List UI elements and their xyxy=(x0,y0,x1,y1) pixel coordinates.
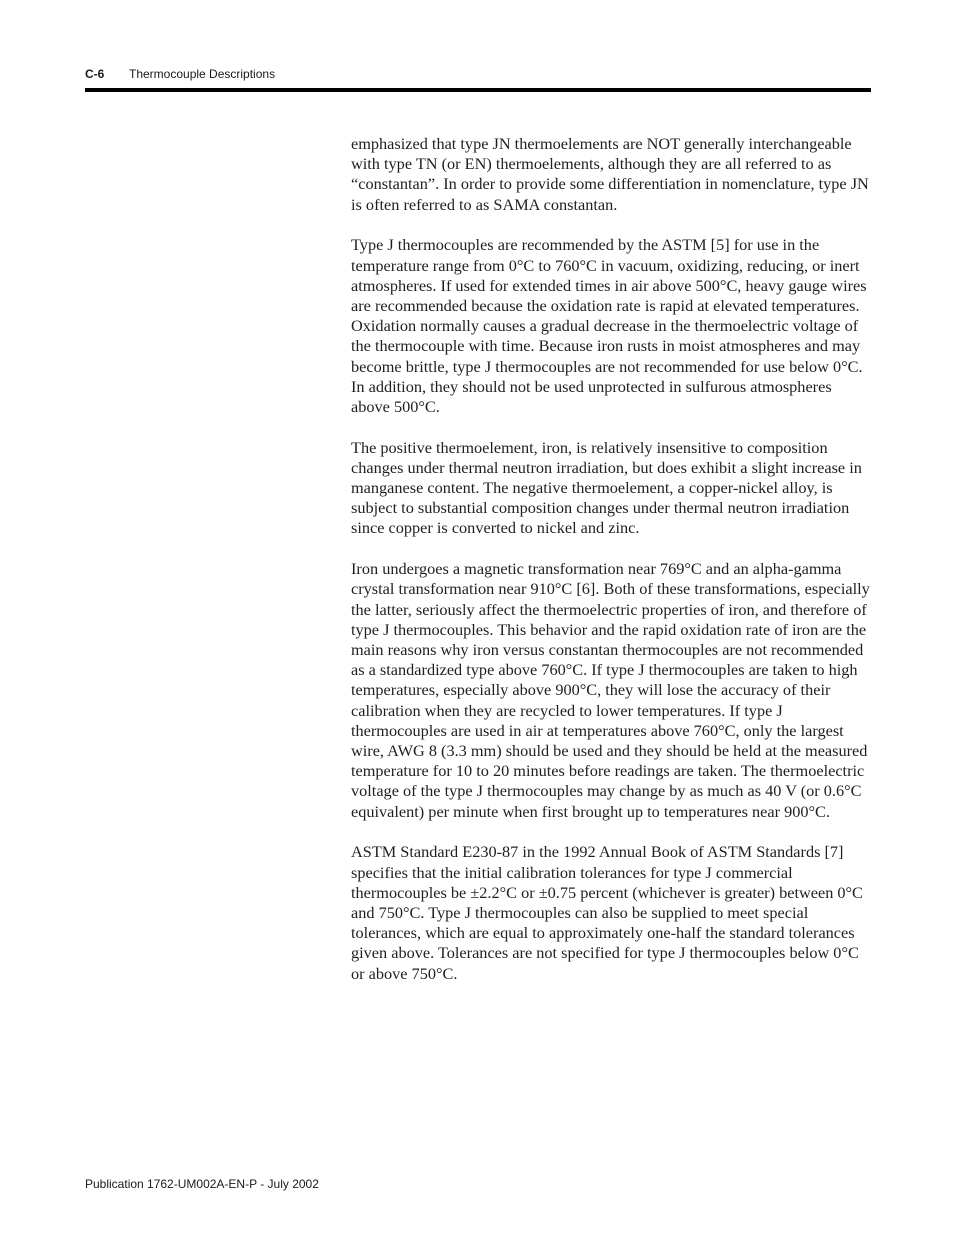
paragraph-astm-recommendation: Type J thermocouples are recommended by the ASTM [5] for use in the temperature range from 0°C to 760°C in vacuum, oxidizing, reducing, or inert atmospheres. If used for extended times in air above 500°C, heavy gauge wires are recommended because the oxidation rate is rapid at elevated temperatures. Oxidation normally causes a gradual decrease in the thermoelectric voltage of the thermocouple with time. Because iron rusts in moist atmospheres and may become brittle, type J thermocouples are not recommended for use below 0°C. In addition, they should not be used unprotected in sulfurous atmospheres above 500°C. xyxy=(351,235,867,416)
header-rule xyxy=(85,88,871,92)
page-footer: Publication 1762-UM002A-EN-P - July 2002 xyxy=(85,1177,319,1191)
paragraph-neutron-irradiation: The positive thermoelement, iron, is relatively insensitive to composition changes under thermal neutron irradiation, but does exhibit a slight increase in manganese content. The negative thermoelement, a copper-nickel alloy, is subject to substantial composition changes under thermal neutron irradiation since copper is converted to nickel and zinc. xyxy=(351,437,862,538)
paragraph-iron-transformation: Iron undergoes a magnetic transformation near 769°C and an alpha-gamma crystal transformation near 910°C [6]. Both of these transformations, especially the latter, seriously affect the thermoelectric properties of iron, and therefore of type J thermocouples. This behavior and the rapid oxidation rate of iron are the main reasons why iron versus constantan thermocouples are not recommended as a standardized type above 760°C. If type J thermocouples are taken to high temperatures, especially above 900°C, they will lose the accuracy of their calibration when they are recycled to lower temperatures. If type J thermocouples are used in air at temperatures above 760°C, only the largest wire, AWG 8 (3.3 mm) should be used and they should be held at the measured temperature for 10 to 20 minutes before readings are taken. The thermoelectric voltage of the type J thermocouples may change by as much as 40 V (or 0.6°C equivalent) per minute when first brought up to temperatures near 900°C. xyxy=(351,559,870,821)
paragraph-calibration-tolerances: ASTM Standard E230-87 in the 1992 Annual Book of ASTM Standards [7] specifies that the initial calibration tolerances for type J commercial thermocouples be ±2.2°C or ±0.75 percent (whichever is greater) between 0°C and 750°C. Type J thermocouples can also be supplied to meet special tolerances, which are equal to approximately one-half the standard tolerances given above. Tolerances are not specified for type J thermocouples below 0°C or above 750°C. xyxy=(351,842,863,983)
page-number: C-6 xyxy=(85,67,105,81)
section-title: Thermocouple Descriptions xyxy=(129,67,276,81)
paragraph-constantan-note: emphasized that type JN thermoelements are NOT generally interchangeable with type TN (or EN) thermoelements, although they are all referred to as “constantan”. In order to provide some differentiation in nomenclature, type JN is often referred to as SAMA constantan. xyxy=(351,134,869,214)
body-text xyxy=(351,134,873,1004)
